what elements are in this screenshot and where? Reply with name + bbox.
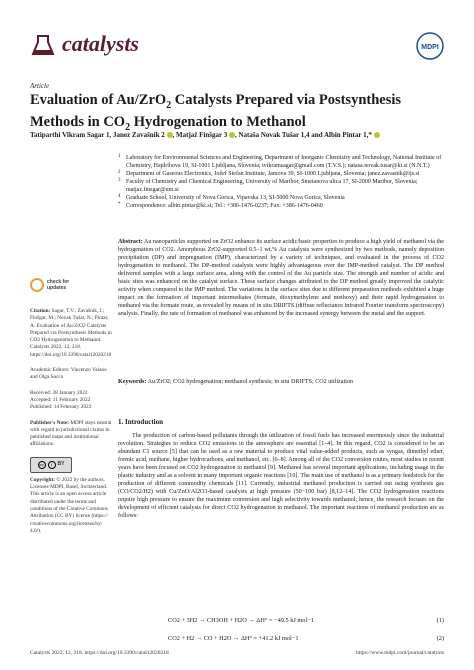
journal-logo-icon — [30, 32, 56, 58]
article-sidebar — [30, 276, 112, 535]
citation-block — [30, 308, 112, 359]
dates-block — [30, 390, 112, 412]
abstract-label: Abstract: — [118, 239, 143, 245]
publisher-note — [30, 420, 112, 449]
cc-icon: cc — [39, 462, 44, 468]
editors-label: Academic Editors: — [30, 367, 70, 374]
keywords-text: Au/ZrO2; CO2 hydrogenation; methanol synthesis; in situ DRIFTS; CO2 utilization — [147, 379, 353, 385]
affiliation-text: Graduate School, University of Nova Gorica, Vipavska 13, SI-5000 Nova Gorica, Slovenia — [126, 195, 345, 201]
footer-journal-link[interactable]: https://www.mdpi.com/journal/catalysts — [356, 650, 444, 656]
keywords-label: Keywords: — [118, 379, 147, 385]
affiliation-item — [118, 178, 444, 194]
correspondence-text: Correspondence: albin.pintar@ki.si; Tel.: +386-1476-0237; Fax: +386-1476-0460 — [126, 203, 323, 209]
equation-expression: CO2 + H2 → CO + H2O → ΔH° = +41.2 kJ mol−1 — [168, 635, 299, 642]
copyright-text: © 2022 by the authors. Licensee MDPI, Basel, Switzerland. This article is an open access article distributed under the terms and conditions of the Creative Commons Attribution (CC BY) license (https:// creativecommons.org/licenses/by/ 4.0/). — [30, 476, 108, 534]
affiliation-number: 2 — [118, 170, 121, 175]
affiliation-item — [118, 194, 444, 202]
attribution-icon: i — [48, 461, 56, 469]
affiliation-number: 1 — [118, 154, 121, 159]
affiliation-item — [118, 154, 444, 170]
affiliation-text: Department of Gaseous Electronics, Jožef Stefan Institute, Jamova 39, SI-1000 Ljubljana, Slovenia; janez.zavasnik@ijs.si — [126, 171, 420, 177]
author-name[interactable]: Tatiparthi Vikram Sagar 1, Janez Zavašnik 2 — [30, 131, 165, 139]
publisher-note-text: MDPI stays neutral with regard to jurisdictional claims in published maps and institutional affiliations. — [30, 419, 112, 448]
equation-1 — [118, 617, 444, 625]
publisher-note-label: Publisher's Note: — [30, 419, 69, 426]
correspondence — [118, 202, 444, 210]
title-subscript: 2 — [166, 99, 172, 111]
citation-label: Citation: — [30, 308, 51, 314]
mdpi-logo-text: MDPI — [421, 44, 439, 51]
author-name[interactable]: , Matjaž Finšgar 3 — [172, 131, 228, 139]
editors-text: Vincenzo Vaiano and Olga Sacco — [30, 367, 107, 381]
section-heading: 1. Introduction — [118, 418, 163, 426]
check-updates-icon — [30, 278, 44, 292]
author-list — [30, 131, 444, 139]
title-part: Evaluation of Au/ZrO — [30, 92, 167, 108]
copyright-label: Copyright: — [30, 476, 56, 483]
footer-citation[interactable]: Catalysts 2022, 12, 218. https://doi.org/10.3390/catal12020218 — [30, 650, 169, 656]
accepted-date: Accepted: 11 February 2022 — [30, 396, 91, 403]
check-for-updates-button[interactable] — [30, 276, 70, 300]
article-title — [30, 92, 444, 136]
mdpi-logo-icon — [416, 32, 444, 60]
published-date: Published: 14 February 2022 — [30, 404, 92, 411]
equation-2 — [118, 635, 444, 643]
affiliation-number: 3 — [118, 178, 121, 183]
abstract — [118, 238, 444, 318]
cc-label: BY — [57, 461, 65, 468]
equation-expression: CO2 + 3H2 → CH3OH + H2O → ΔH° = −49.5 kJ mol−1 — [168, 617, 314, 624]
article-type: Article — [30, 82, 50, 90]
affiliation-number: * — [118, 202, 121, 207]
intro-paragraph: The production of carbon-based pollutants through the utilization of fossil fuels has increased enormously since the industrial revolution. Strategies to reduce CO2 emissions in the atmosphere are essential [1–4]. In this regard, CO2 is considered to be an abundant C1 source [5] that can be used as a raw material to produce vital value-added products, such as syngas, dimethyl ether, formic acid, methane, higher hydrocarbons, and methanol, etc. [6–8]. Among all of the CO2 conversion routes, most studies in recent years have been focused on CO2 hydrogenation to methanol [9]. Methanol has several important applications, including usage in the plastic industry and as a solvent in many important organic reactions [10]. The main use of methanol is as a primary feedstock for the production of different commodity chemicals [11]. Currently, industrial methanol production is carried out using synthesis gas (CO/CO2/H2) with Cu/ZnO/Al2O3-based catalysts at high pressure (50−100 bar) [8,12–14]. The CO2 hydrogenation reactions require high pressure to ensure the maximum conversion and high selectivity towards methanol; hence, the research focuses on the development of efficient catalysts for direct CO2 hydrogenation to methanol. The important reactions of methanol production are as follows: — [118, 433, 444, 519]
journal-header — [30, 30, 444, 66]
affiliation-text: Laboratory for Environmental Sciences and Engineering, Department of Inorganic Chemistry and Technology, National Institute of Chemistry, Hajdrihova 19, SI-1001 Ljubljana, Slovenia; tvikramsagar@gmail.com (T.V.S.); natasa.novak.tusar@ki.si (N.N.T.) — [126, 155, 442, 169]
title-part: Hydrogenation to Methanol — [130, 113, 306, 130]
orcid-icon[interactable] — [374, 132, 380, 138]
author-name[interactable]: and Albin Pintar 1,* — [309, 131, 372, 139]
academic-editors — [30, 367, 112, 382]
received-date: Received: 28 January 2022 — [30, 389, 88, 396]
equation-number: (2) — [436, 635, 444, 642]
copyright-block — [30, 477, 112, 535]
affiliation-text: Faculty of Chemistry and Chemical Engineering, University of Maribor, Smetanova ulica 17, SI-2000 Maribor, Slovenia; matjaz.finsgar@um.si — [126, 179, 418, 193]
title-part: Catalysts Prepared via Postsynthesis Methods in CO — [30, 92, 402, 130]
cc-license-badge[interactable] — [30, 457, 72, 473]
affiliation-number: 4 — [118, 194, 121, 199]
equation-number: (1) — [436, 617, 444, 624]
journal-name: catalysts — [62, 31, 139, 56]
author-name[interactable]: , Nataša Novak Tušar 1,4 — [234, 131, 310, 139]
title-subscript: 2 — [125, 121, 131, 133]
citation-text: Sagar, T.V.; Zavašnik, J.; Finšgar, M.; Novak Tušar, N.; Pintar, A. Evaluation of Au/ZrO2 Catalysts Prepared via Postsynthesis Methods in CO2 Hydrogenation to Methanol. Catalysts 2022, 12, 218. https://doi.org/10.3390/catal12020218 — [30, 308, 112, 358]
affiliation-item — [118, 170, 444, 178]
check-updates-label: check for updates — [47, 279, 70, 291]
keywords — [118, 378, 444, 386]
affiliations — [118, 154, 444, 210]
abstract-text: Au nanoparticles supported on ZrO2 enhance its surface acidic/basic properties to produce a high yield of methanol via the hydrogenation of CO2. Amorphous ZrO2-supported 0.5–1 wt.% Au catalysts were synthesized by two methods, namely deposition precipitation (DP) and impregnation (IMP), characterized by a variety of techniques, and evaluated in the process of CO2 hydrogenation to methanol. The DP-method catalysts were highly advantageous over the IMP-method catalyst. The DP method delivered samples with a large surface area, along with the control of the Au particle size. The strength and number of acidic and basic sites was enhanced on the catalyst surface. These surface changes attributed to the DP method greatly improved the catalytic activity when compared to the IMP method. The variations in the surface sites due to different preparation methods exhibited a huge impact on the formation of important intermediates (formate, dioxymethylene and methoxy) and their rapid hydrogenation to methanol via the formate route, as revealed by means of in situ DRIFTS (diffuse reflectance infrared Fourier transform spectroscopy) analysis. Finally, the rate of formation of methanol was enhanced by the increased synergy between the metal and the support. — [118, 239, 444, 317]
